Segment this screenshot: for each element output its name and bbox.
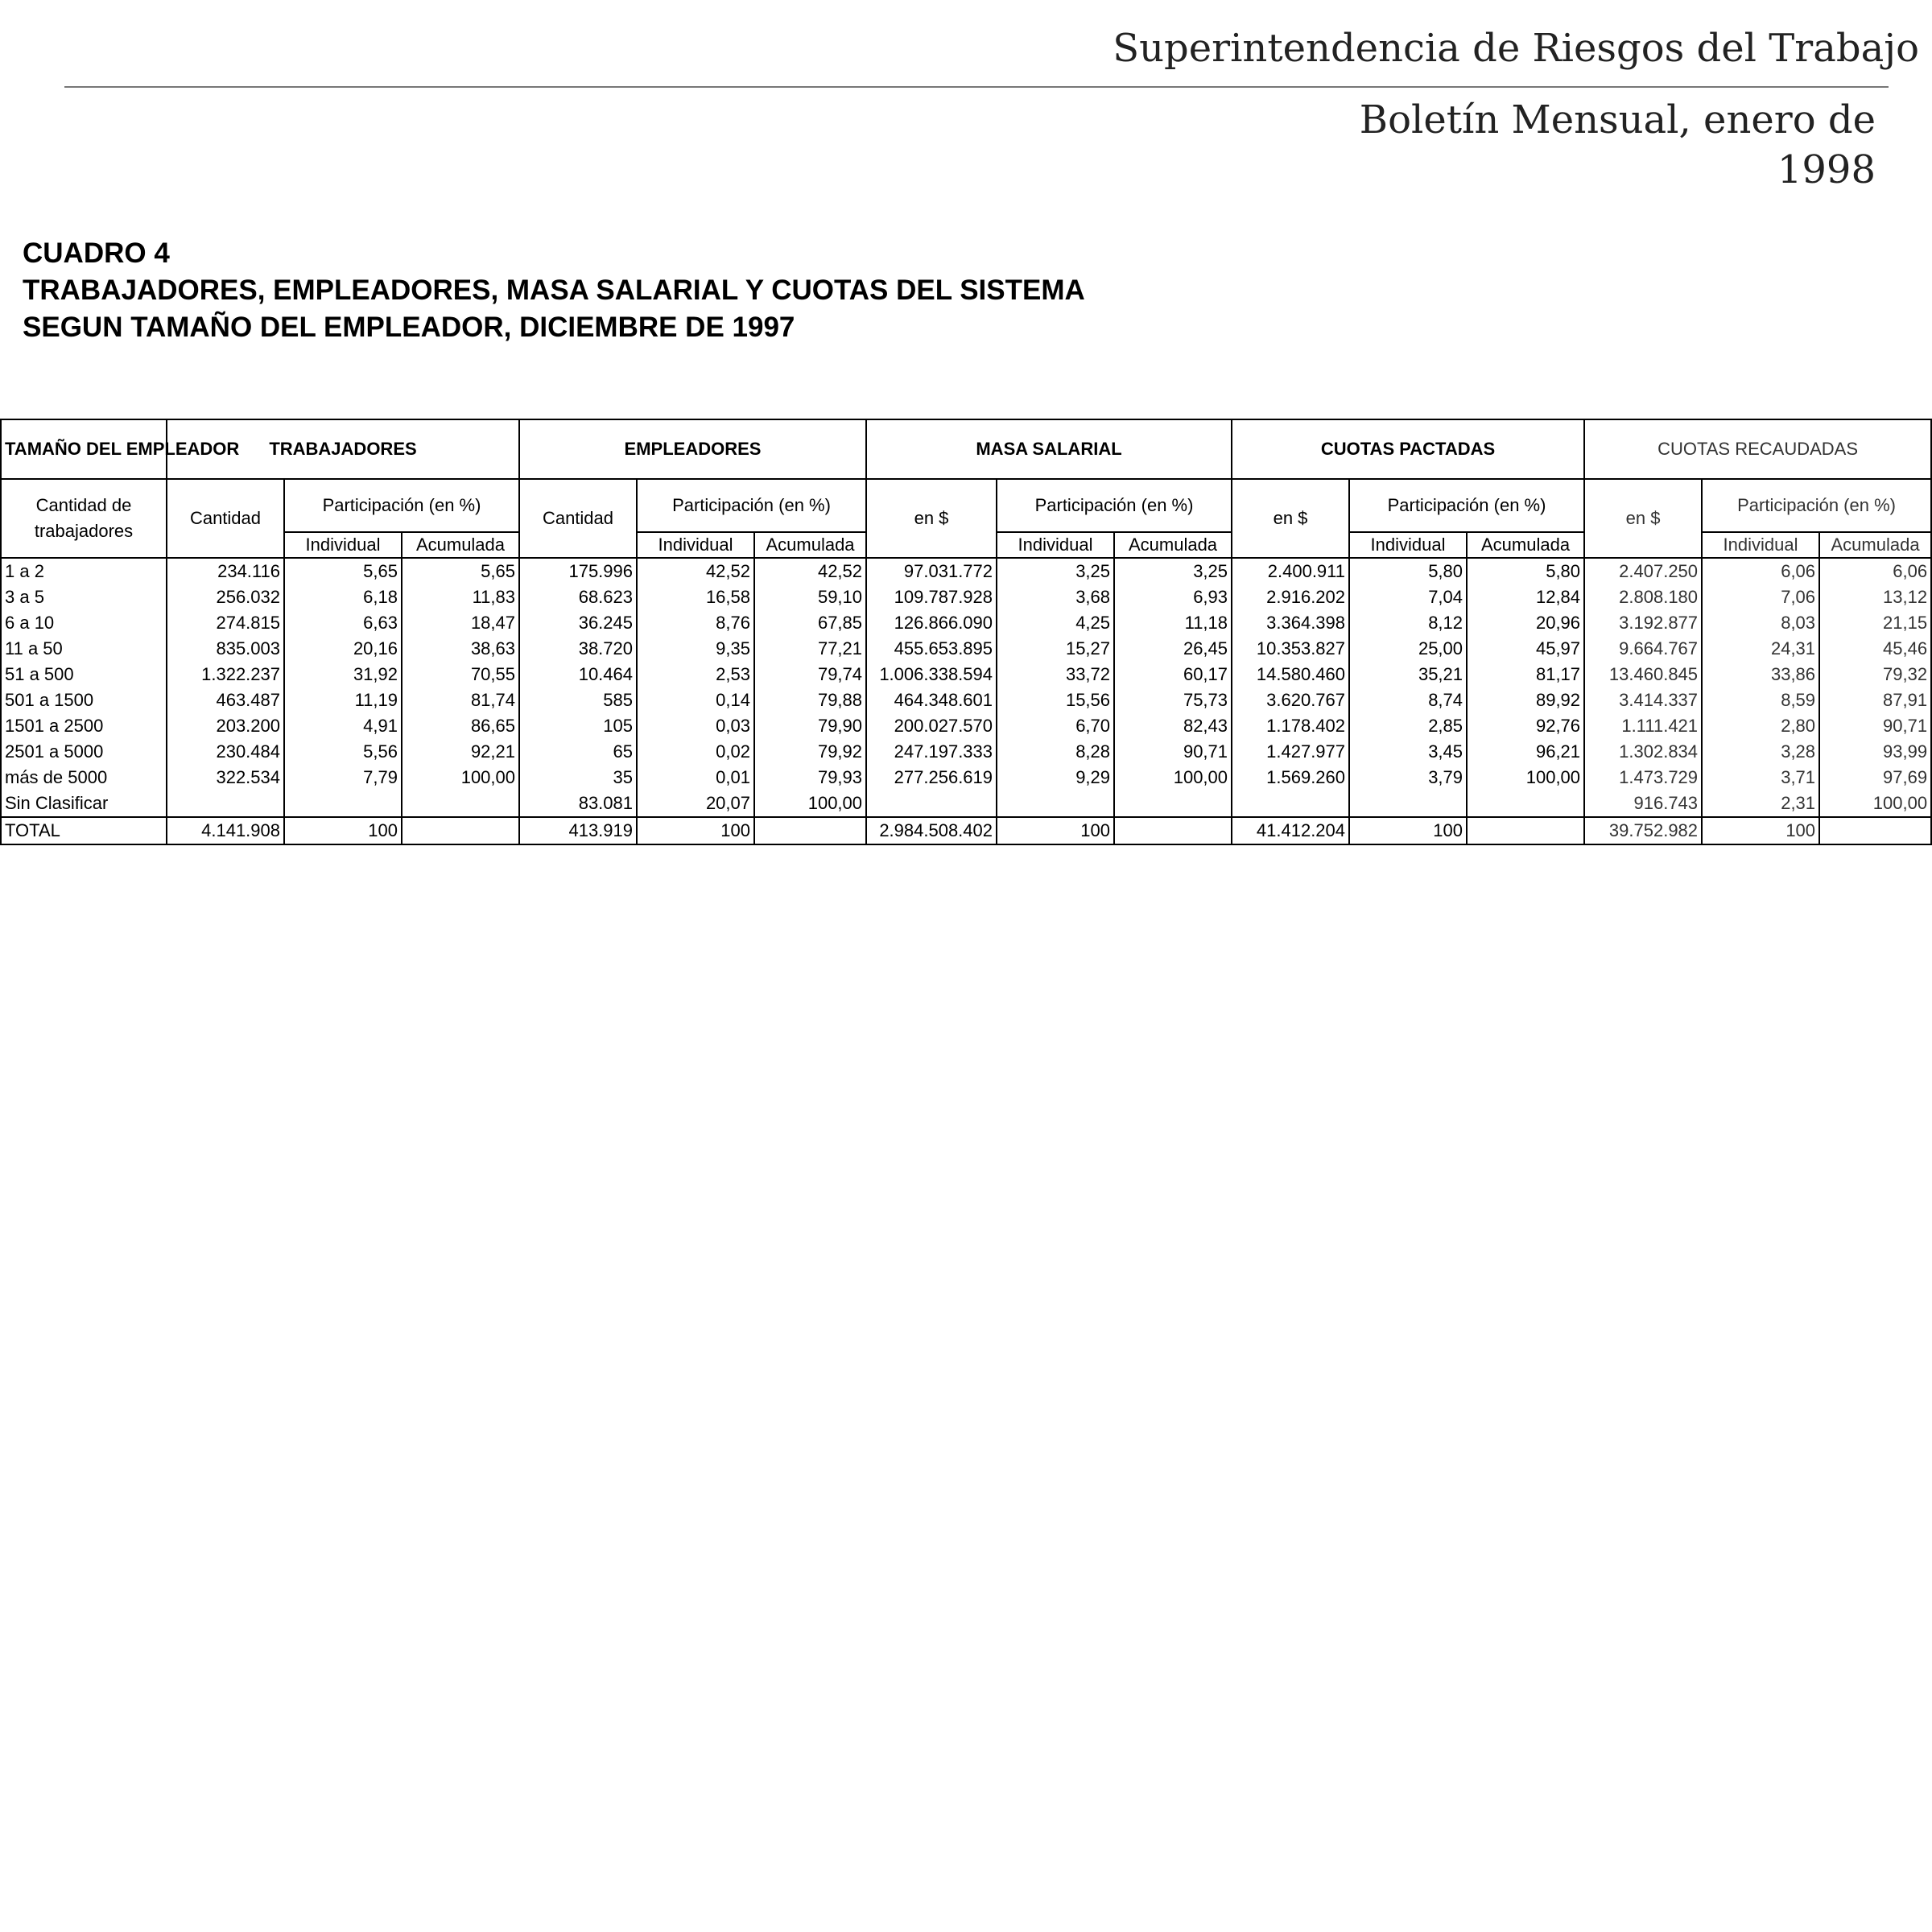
cell-p-pesos: 41.412.204 (1232, 817, 1349, 844)
cell-p-acu: 45,97 (1467, 636, 1584, 662)
cell-e-cant: 68.623 (519, 584, 637, 610)
cell-t-acu: 92,21 (402, 739, 519, 765)
cell-e-ind: 20,07 (637, 791, 754, 817)
cell-t-cant: 274.815 (167, 610, 284, 636)
cell-m-ind: 4,25 (997, 610, 1114, 636)
cell-t-ind: 6,63 (284, 610, 402, 636)
subheader-e-individual: Individual (637, 532, 754, 558)
cell-m-acu (1114, 791, 1232, 817)
cell-m-ind (997, 791, 1114, 817)
cell-p-pesos: 2.916.202 (1232, 584, 1349, 610)
cell-t-acu (402, 817, 519, 844)
subheader-p-individual: Individual (1349, 532, 1467, 558)
cell-m-ind: 8,28 (997, 739, 1114, 765)
header-masa-salarial: MASA SALARIAL (866, 419, 1232, 479)
cell-e-cant: 175.996 (519, 558, 637, 584)
header-trabajadores: TRABAJADORES (167, 419, 519, 479)
cell-m-ind: 15,56 (997, 687, 1114, 713)
cell-t-acu: 70,55 (402, 662, 519, 687)
cell-p-acu: 96,21 (1467, 739, 1584, 765)
subheader-m-pesos: en $ (866, 479, 997, 558)
table-title-line-2: TRABAJADORES, EMPLEADORES, MASA SALARIAL Y CUOTAS DEL SISTEMA (23, 275, 1085, 306)
cell-r-ind: 2,80 (1702, 713, 1819, 739)
cell-e-acu: 100,00 (754, 791, 866, 817)
subheader-p-pesos: en $ (1232, 479, 1349, 558)
organization-name: Superintendencia de Riesgos del Trabajo (1113, 26, 1919, 71)
cell-t-acu: 38,63 (402, 636, 519, 662)
cell-t-acu: 5,65 (402, 558, 519, 584)
cell-p-pesos: 2.400.911 (1232, 558, 1349, 584)
cell-m-pesos: 126.866.090 (866, 610, 997, 636)
cell-m-ind: 9,29 (997, 765, 1114, 791)
cell-p-ind: 8,12 (1349, 610, 1467, 636)
cell-r-pesos: 3.414.337 (1584, 687, 1702, 713)
subheader-m-participacion: Participación (en %) (997, 479, 1232, 532)
cell-r-pesos: 2.407.250 (1584, 558, 1702, 584)
bulletin-line-2: 1998 (1777, 147, 1876, 192)
subheader-m-acumulada: Acumulada (1114, 532, 1232, 558)
subheader-r-participacion: Participación (en %) (1702, 479, 1931, 532)
cell-p-pesos: 14.580.460 (1232, 662, 1349, 687)
cell-t-acu: 11,83 (402, 584, 519, 610)
cell-p-ind: 5,80 (1349, 558, 1467, 584)
cell-e-acu: 67,85 (754, 610, 866, 636)
cell-p-ind: 3,45 (1349, 739, 1467, 765)
cell-p-ind: 100 (1349, 817, 1467, 844)
cell-label: 11 a 50 (1, 636, 167, 662)
cell-m-pesos: 97.031.772 (866, 558, 997, 584)
cell-t-acu: 86,65 (402, 713, 519, 739)
data-table (0, 419, 1932, 845)
cell-t-cant: 230.484 (167, 739, 284, 765)
cell-e-acu: 79,74 (754, 662, 866, 687)
cell-label: 6 a 10 (1, 610, 167, 636)
header-cuotas-pactadas: CUOTAS PACTADAS (1232, 419, 1584, 479)
cell-m-acu: 75,73 (1114, 687, 1232, 713)
cell-r-pesos: 1.473.729 (1584, 765, 1702, 791)
cell-t-ind: 4,91 (284, 713, 402, 739)
cell-label: 51 a 500 (1, 662, 167, 687)
cell-r-acu: 21,15 (1819, 610, 1931, 636)
cell-r-acu: 93,99 (1819, 739, 1931, 765)
subheader-e-participacion: Participación (en %) (637, 479, 866, 532)
cell-r-ind: 3,28 (1702, 739, 1819, 765)
bulletin-title (1360, 95, 1876, 195)
cell-m-pesos: 109.787.928 (866, 584, 997, 610)
cell-m-pesos: 1.006.338.594 (866, 662, 997, 687)
cell-t-acu: 18,47 (402, 610, 519, 636)
cell-e-acu: 79,90 (754, 713, 866, 739)
cell-e-cant: 105 (519, 713, 637, 739)
cell-p-pesos: 10.353.827 (1232, 636, 1349, 662)
cell-e-cant: 585 (519, 687, 637, 713)
cell-t-cant: 1.322.237 (167, 662, 284, 687)
table-row (1, 765, 1931, 791)
cell-e-ind: 42,52 (637, 558, 754, 584)
cell-r-acu: 97,69 (1819, 765, 1931, 791)
cell-t-cant: 203.200 (167, 713, 284, 739)
cell-label: 2501 a 5000 (1, 739, 167, 765)
cell-t-ind: 5,65 (284, 558, 402, 584)
table-row (1, 584, 1931, 610)
cell-r-ind: 100 (1702, 817, 1819, 844)
cell-m-acu: 26,45 (1114, 636, 1232, 662)
cell-p-ind: 7,04 (1349, 584, 1467, 610)
table-row (1, 636, 1931, 662)
cell-p-acu: 12,84 (1467, 584, 1584, 610)
cell-label: más de 5000 (1, 765, 167, 791)
cell-r-acu: 79,32 (1819, 662, 1931, 687)
cell-r-ind: 3,71 (1702, 765, 1819, 791)
cell-e-cant: 10.464 (519, 662, 637, 687)
cell-m-acu: 82,43 (1114, 713, 1232, 739)
cell-e-ind: 2,53 (637, 662, 754, 687)
cell-e-acu: 42,52 (754, 558, 866, 584)
cell-r-acu: 100,00 (1819, 791, 1931, 817)
cell-r-ind: 8,59 (1702, 687, 1819, 713)
subheader-m-individual: Individual (997, 532, 1114, 558)
cell-t-cant: 322.534 (167, 765, 284, 791)
cell-m-pesos: 200.027.570 (866, 713, 997, 739)
cell-p-acu: 5,80 (1467, 558, 1584, 584)
table-row (1, 662, 1931, 687)
header-size: TAMAÑO DEL EMPLEADOR (1, 419, 167, 479)
cell-e-acu: 79,92 (754, 739, 866, 765)
cell-m-ind: 100 (997, 817, 1114, 844)
cell-r-ind: 7,06 (1702, 584, 1819, 610)
cell-e-ind: 8,76 (637, 610, 754, 636)
cell-e-cant: 65 (519, 739, 637, 765)
cell-r-pesos: 916.743 (1584, 791, 1702, 817)
subheader-r-pesos: en $ (1584, 479, 1702, 558)
table-row (1, 558, 1931, 584)
header-cuotas-recaudadas: CUOTAS RECAUDADAS (1584, 419, 1931, 479)
cell-p-acu: 89,92 (1467, 687, 1584, 713)
cell-t-cant: 4.141.908 (167, 817, 284, 844)
cell-m-ind: 15,27 (997, 636, 1114, 662)
cell-p-ind: 25,00 (1349, 636, 1467, 662)
cell-p-pesos (1232, 791, 1349, 817)
cell-p-acu: 100,00 (1467, 765, 1584, 791)
cell-t-ind: 31,92 (284, 662, 402, 687)
cell-p-acu: 81,17 (1467, 662, 1584, 687)
cell-t-cant: 234.116 (167, 558, 284, 584)
cell-p-pesos: 3.620.767 (1232, 687, 1349, 713)
cell-label: Sin Clasificar (1, 791, 167, 817)
cell-p-acu: 20,96 (1467, 610, 1584, 636)
cell-e-acu (754, 817, 866, 844)
cell-t-cant: 256.032 (167, 584, 284, 610)
cell-p-ind: 3,79 (1349, 765, 1467, 791)
header-empleadores: EMPLEADORES (519, 419, 866, 479)
cell-t-cant: 463.487 (167, 687, 284, 713)
cell-m-ind: 6,70 (997, 713, 1114, 739)
cell-e-ind: 100 (637, 817, 754, 844)
cell-e-cant: 413.919 (519, 817, 637, 844)
cell-e-ind: 16,58 (637, 584, 754, 610)
cell-m-pesos: 277.256.619 (866, 765, 997, 791)
cell-m-ind: 3,25 (997, 558, 1114, 584)
cell-r-ind: 6,06 (1702, 558, 1819, 584)
cell-t-ind: 11,19 (284, 687, 402, 713)
subheader-t-acumulada: Acumulada (402, 532, 519, 558)
cell-e-acu: 79,93 (754, 765, 866, 791)
cell-label: TOTAL (1, 817, 167, 844)
cell-r-acu: 87,91 (1819, 687, 1931, 713)
cell-e-cant: 36.245 (519, 610, 637, 636)
cell-p-acu (1467, 791, 1584, 817)
cell-p-ind: 35,21 (1349, 662, 1467, 687)
cell-m-pesos: 464.348.601 (866, 687, 997, 713)
cell-e-ind: 9,35 (637, 636, 754, 662)
cell-t-cant: 835.003 (167, 636, 284, 662)
cell-m-ind: 3,68 (997, 584, 1114, 610)
cell-r-pesos: 3.192.877 (1584, 610, 1702, 636)
cell-r-ind: 33,86 (1702, 662, 1819, 687)
cell-e-acu: 79,88 (754, 687, 866, 713)
cell-r-pesos: 9.664.767 (1584, 636, 1702, 662)
cell-r-pesos: 1.302.834 (1584, 739, 1702, 765)
cell-t-ind: 20,16 (284, 636, 402, 662)
cell-t-ind: 5,56 (284, 739, 402, 765)
cell-r-ind: 24,31 (1702, 636, 1819, 662)
bulletin-line-1: Boletín Mensual, enero de (1359, 97, 1876, 142)
cell-m-acu: 60,17 (1114, 662, 1232, 687)
cell-m-pesos (866, 791, 997, 817)
cell-t-acu: 81,74 (402, 687, 519, 713)
cell-r-pesos: 1.111.421 (1584, 713, 1702, 739)
cell-t-ind: 100 (284, 817, 402, 844)
table-title-line-1: CUADRO 4 (23, 237, 170, 269)
cell-m-acu: 6,93 (1114, 584, 1232, 610)
cell-p-pesos: 3.364.398 (1232, 610, 1349, 636)
cell-e-acu: 77,21 (754, 636, 866, 662)
cell-r-ind: 2,31 (1702, 791, 1819, 817)
cell-r-pesos: 39.752.982 (1584, 817, 1702, 844)
cell-p-pesos: 1.178.402 (1232, 713, 1349, 739)
table-title-line-3: SEGUN TAMAÑO DEL EMPLEADOR, DICIEMBRE DE 1997 (23, 312, 795, 343)
cell-p-pesos: 1.569.260 (1232, 765, 1349, 791)
cell-label: 3 a 5 (1, 584, 167, 610)
cell-t-acu: 100,00 (402, 765, 519, 791)
cell-m-acu (1114, 817, 1232, 844)
cell-p-ind: 8,74 (1349, 687, 1467, 713)
table-row (1, 713, 1931, 739)
subheader-e-cantidad: Cantidad (519, 479, 637, 558)
cell-p-acu (1467, 817, 1584, 844)
cell-r-ind: 8,03 (1702, 610, 1819, 636)
cell-p-ind (1349, 791, 1467, 817)
cell-m-ind: 33,72 (997, 662, 1114, 687)
cell-r-acu: 6,06 (1819, 558, 1931, 584)
cell-e-cant: 35 (519, 765, 637, 791)
cell-e-cant: 83.081 (519, 791, 637, 817)
cell-t-cant (167, 791, 284, 817)
subheader-r-individual: Individual (1702, 532, 1819, 558)
cell-t-ind: 7,79 (284, 765, 402, 791)
cell-t-ind: 6,18 (284, 584, 402, 610)
cell-p-acu: 92,76 (1467, 713, 1584, 739)
cell-r-pesos: 13.460.845 (1584, 662, 1702, 687)
cell-r-acu (1819, 817, 1931, 844)
cell-m-pesos: 247.197.333 (866, 739, 997, 765)
cell-r-acu: 90,71 (1819, 713, 1931, 739)
table-row (1, 739, 1931, 765)
table-row (1, 791, 1931, 817)
cell-p-pesos: 1.427.977 (1232, 739, 1349, 765)
subheader-p-acumulada: Acumulada (1467, 532, 1584, 558)
table-row (1, 817, 1931, 844)
cell-label: 1 a 2 (1, 558, 167, 584)
subheader-size: Cantidad de trabajadores (1, 479, 167, 558)
cell-p-ind: 2,85 (1349, 713, 1467, 739)
subheader-t-cantidad: Cantidad (167, 479, 284, 558)
cell-m-acu: 11,18 (1114, 610, 1232, 636)
table-title (23, 235, 1085, 346)
cell-e-acu: 59,10 (754, 584, 866, 610)
cell-e-cant: 38.720 (519, 636, 637, 662)
subheader-t-participacion: Participación (en %) (284, 479, 519, 532)
cell-m-acu: 3,25 (1114, 558, 1232, 584)
cell-e-ind: 0,01 (637, 765, 754, 791)
cell-e-ind: 0,02 (637, 739, 754, 765)
cell-m-pesos: 2.984.508.402 (866, 817, 997, 844)
table-row (1, 687, 1931, 713)
table-row (1, 610, 1931, 636)
cell-t-acu (402, 791, 519, 817)
cell-m-acu: 100,00 (1114, 765, 1232, 791)
cell-r-pesos: 2.808.180 (1584, 584, 1702, 610)
subheader-e-acumulada: Acumulada (754, 532, 866, 558)
cell-e-ind: 0,14 (637, 687, 754, 713)
subheader-r-acumulada: Acumulada (1819, 532, 1931, 558)
cell-r-acu: 45,46 (1819, 636, 1931, 662)
cell-label: 501 a 1500 (1, 687, 167, 713)
header-divider (64, 86, 1889, 88)
cell-label: 1501 a 2500 (1, 713, 167, 739)
cell-m-acu: 90,71 (1114, 739, 1232, 765)
cell-e-ind: 0,03 (637, 713, 754, 739)
subheader-t-individual: Individual (284, 532, 402, 558)
subheader-p-participacion: Participación (en %) (1349, 479, 1584, 532)
cell-t-ind (284, 791, 402, 817)
cell-r-acu: 13,12 (1819, 584, 1931, 610)
cell-m-pesos: 455.653.895 (866, 636, 997, 662)
